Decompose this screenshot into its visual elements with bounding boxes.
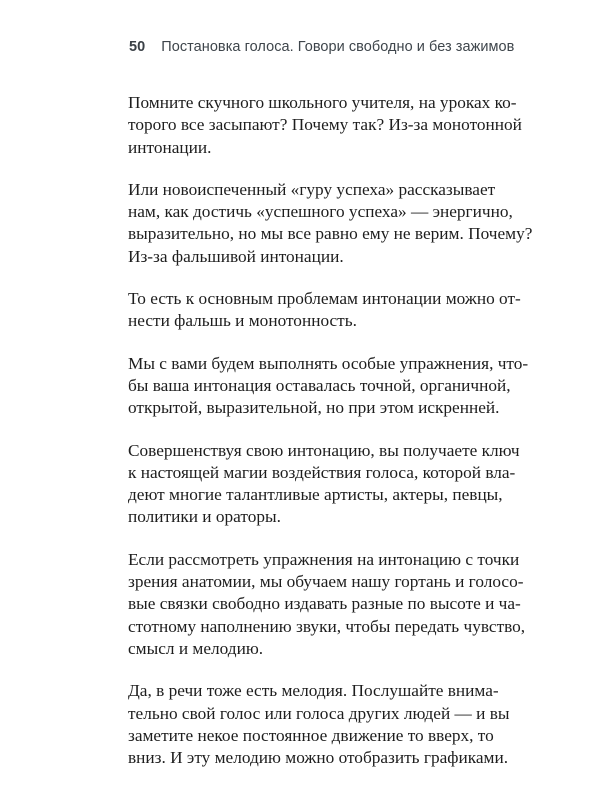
body-text bbox=[128, 92, 533, 789]
running-header-title: Постановка голоса. Говори свободно и без зажимов bbox=[161, 39, 515, 55]
paragraph-1 bbox=[128, 92, 522, 159]
text-line: Или новоиспеченный «гуру успеха» рассказывает bbox=[128, 179, 496, 199]
text-line: вые связки свободно издавать разные по высоте и ча- bbox=[128, 594, 521, 614]
text-line: заметите некое постоянное движение то вверх, то bbox=[128, 725, 494, 745]
text-line: Совершенствуя свою интонацию, вы получаете ключ bbox=[128, 440, 520, 460]
text-line: Да, в речи тоже есть мелодия. Послушайте внима- bbox=[128, 681, 499, 701]
text-line: к настоящей магии воздействия голоса, которой вла- bbox=[128, 462, 516, 482]
running-header bbox=[129, 39, 514, 55]
text-line: То есть к основным проблемам интонации можно от- bbox=[128, 289, 521, 309]
text-line: Из-за фальшивой интонации. bbox=[128, 246, 344, 266]
text-line: политики и ораторы. bbox=[128, 507, 281, 527]
text-line: бы ваша интонация оставалась точной, органичной, bbox=[128, 375, 511, 395]
text-line: открытой, выразительной, но при этом искренней. bbox=[128, 398, 500, 418]
text-line: выразительно, но мы все равно ему не верим. Почему? bbox=[128, 224, 533, 244]
text-line: вниз. И эту мелодию можно отобразить графиками. bbox=[128, 748, 509, 768]
paragraph-4 bbox=[128, 353, 529, 420]
text-line: тельно свой голос или голоса других людей — и вы bbox=[128, 703, 510, 723]
paragraph-3 bbox=[128, 288, 521, 333]
text-line: нести фальшь и монотонность. bbox=[128, 311, 357, 331]
paragraph-5 bbox=[128, 440, 520, 529]
text-line: деют многие талантливые артисты, актеры, певцы, bbox=[128, 485, 503, 505]
text-line: Мы с вами будем выполнять особые упражнения, что- bbox=[128, 353, 529, 373]
paragraph-6 bbox=[128, 549, 526, 660]
text-line: смысл и мелодию. bbox=[128, 638, 264, 658]
text-line: Если рассмотреть упражнения на интонацию с точки bbox=[128, 549, 520, 569]
text-line: интонации. bbox=[128, 137, 212, 157]
paragraph-2 bbox=[128, 179, 533, 268]
paragraph-7 bbox=[128, 680, 510, 769]
text-line: торого все засыпают? Почему так? Из-за монотонной bbox=[128, 115, 522, 135]
text-line: стотному наполнению звуки, чтобы передать чувство, bbox=[128, 616, 526, 636]
text-line: зрения анатомии, мы обучаем нашу гортань и голосо- bbox=[128, 572, 524, 592]
text-line: Помните скучного школьного учителя, на уроках ко- bbox=[128, 93, 517, 112]
page-number: 50 bbox=[129, 39, 146, 55]
text-line: нам, как достичь «успешного успеха» — энергично, bbox=[128, 202, 513, 222]
